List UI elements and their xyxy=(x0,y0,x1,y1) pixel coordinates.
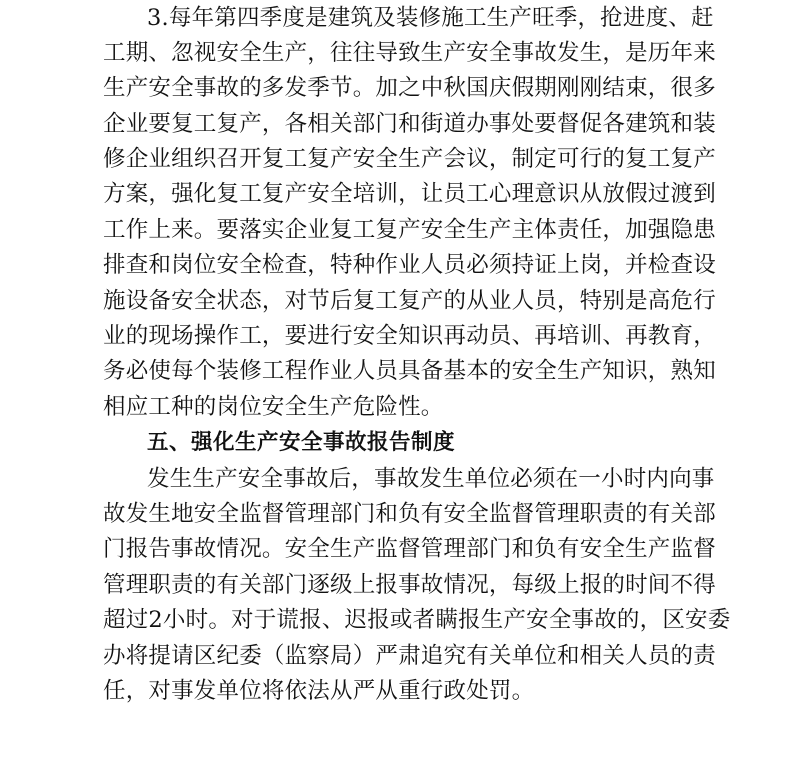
paragraph-line: 故发生地安全监督管理部门和负有安全监督管理职责的有关部 xyxy=(103,501,716,527)
paragraph-line: 企业要复工复产，各相关部门和街道办事处要督促各建筑和装 xyxy=(103,111,716,137)
paragraph-line: 管理职责的有关部门逐级上报事故情况，每级上报的时间不得 xyxy=(103,572,716,598)
paragraph-line: 发生生产安全事故后，事故发生单位必须在一小时内向事 xyxy=(147,466,715,492)
paragraph-line: 工作上来。要落实企业复工复产安全生产主体责任，加强隐患 xyxy=(103,217,716,243)
paragraph-line: 工期、忽视安全生产，往往导致生产安全事故发生，是历年来 xyxy=(103,40,716,66)
section-heading: 五、强化生产安全事故报告制度 xyxy=(147,430,456,455)
paragraph-line: 排查和岗位安全检查，特种作业人员必须持证上岗，并检查设 xyxy=(103,252,716,278)
paragraph-line: 生产安全事故的多发季节。加之中秋国庆假期刚刚结束，很多 xyxy=(103,75,716,101)
paragraph-line: 任，对事发单位将依法从严从重行政处罚。 xyxy=(103,678,535,704)
paragraph-line: 业的现场操作工，要进行安全知识再动员、再培训、再教育， xyxy=(103,323,716,349)
paragraph-line: 修企业组织召开复工复产安全生产会议，制定可行的复工复产 xyxy=(103,146,716,172)
paragraph-line: 相应工种的岗位安全生产危险性。 xyxy=(103,394,444,420)
paragraph-line: 施设备安全状态，对节后复工复产的从业人员，特别是高危行 xyxy=(103,288,716,314)
paragraph-line: 门报告事故情况。安全生产监督管理部门和负有安全生产监督 xyxy=(103,536,716,562)
paragraph-line: 方案，强化复工复产安全培训，让员工心理意识从放假过渡到 xyxy=(103,181,716,207)
paragraph-line: 3.每年第四季度是建筑及装修施工生产旺季，抢进度、赶 xyxy=(147,5,714,31)
paragraph-line: 办将提请区纪委（监察局）严肃追究有关单位和相关人员的责 xyxy=(103,643,716,669)
paragraph-line: 超过2小时。对于谎报、迟报或者瞒报生产安全事故的，区安委 xyxy=(103,607,731,633)
paragraph-line: 务必使每个装修工程作业人员具备基本的安全生产知识，熟知 xyxy=(103,358,716,384)
